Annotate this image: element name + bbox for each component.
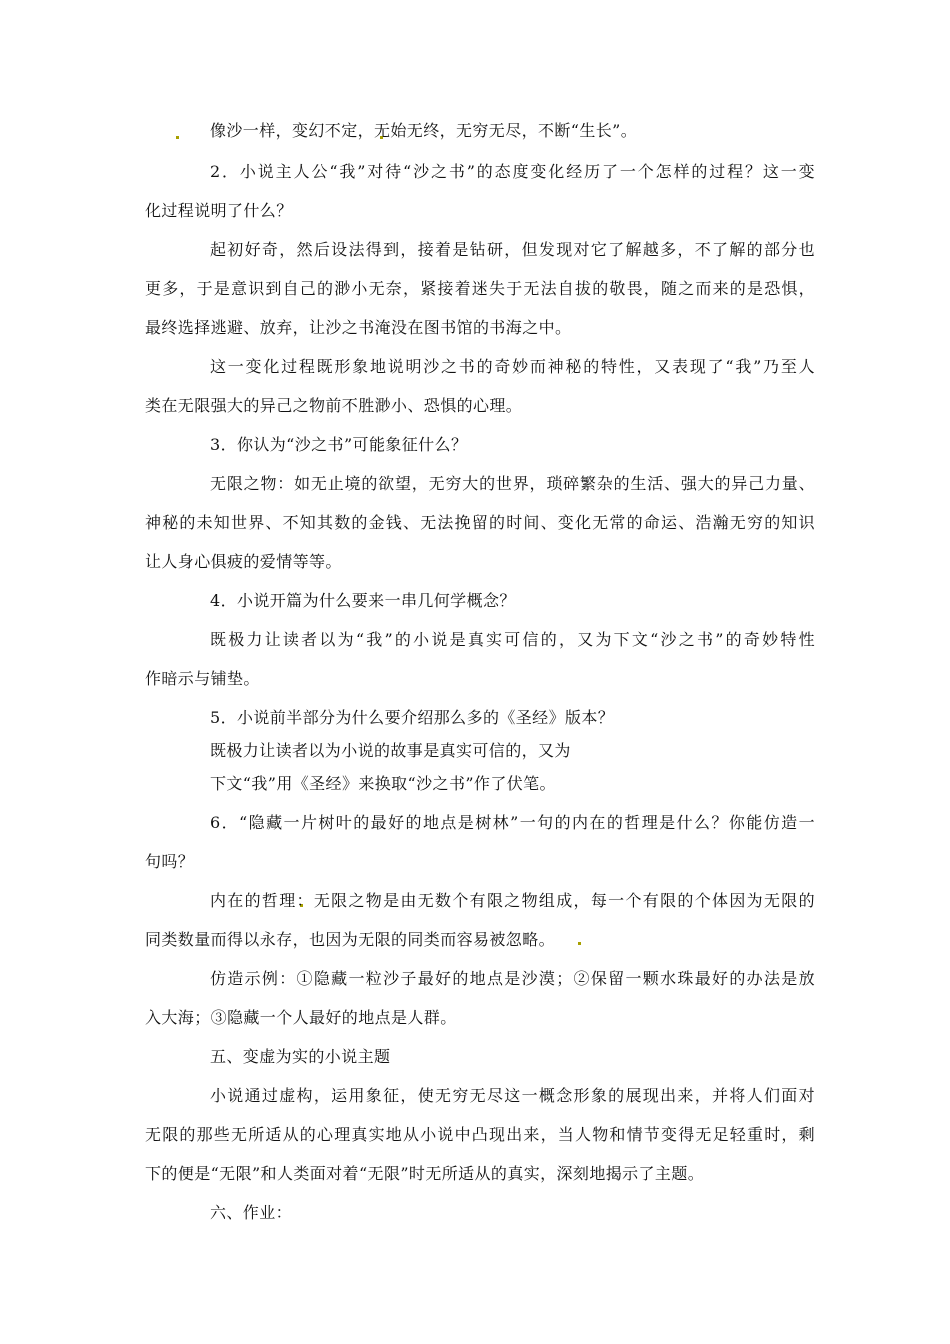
- answer-line: 作暗示与铺垫。: [145, 669, 260, 688]
- answer-line: 让人身心俱疲的爱情等等。: [145, 552, 342, 571]
- answer-line: 类在无限强大的异己之物前不胜渺小、恐惧的心理。: [145, 396, 523, 415]
- answer-line: 同类数量而得以永存，也因为无限的同类而容易被忽略。: [145, 930, 556, 949]
- question-2-line: 2．小说主人公“我”对待“沙之书”的态度变化经历了一个怎样的过程？这一变: [210, 162, 815, 181]
- paragraph-line: 无限的那些无所适从的心理真实地从小说中凸现出来，当人物和情节变得无足轻重时，剩: [145, 1125, 815, 1144]
- question-5-line: 5．小说前半部分为什么要介绍那么多的《圣经》版本？: [210, 708, 615, 727]
- section-heading: 六、作业：: [210, 1203, 293, 1222]
- answer-line: 像沙一样，变幻不定，无始无终，无穷无尽，不断“生长”。: [210, 121, 638, 140]
- answer-line: 起初好奇，然后设法得到，接着是钻研，但发现对它了解越多，不了解的部分也: [210, 240, 815, 259]
- question-4-line: 4．小说开篇为什么要来一串几何学概念？: [210, 591, 516, 610]
- answer-line: 最终选择逃避、放弃，让沙之书淹没在图书馆的书海之中。: [145, 318, 572, 337]
- answer-line: 神秘的未知世界、不知其数的金钱、无法挽留的时间、变化无常的命运、浩瀚无穷的知识: [145, 513, 815, 532]
- answer-line: 下文“我”用《圣经》来换取“沙之书”作了伏笔。: [210, 774, 556, 793]
- question-6-line: 句吗？: [145, 852, 195, 871]
- answer-line: 入大海；③隐藏一个人最好的地点是人群。: [145, 1008, 457, 1027]
- paragraph-line: 下的便是“无限”和人类面对着“无限”时无所适从的真实，深刻地揭示了主题。: [145, 1164, 705, 1183]
- answer-line: 内在的哲理：无限之物是由无数个有限之物组成，每一个有限的个体因为无限的: [210, 891, 815, 910]
- answer-line: 仿造示例：①隐藏一粒沙子最好的地点是沙漠；②保留一颗水珠最好的办法是放: [210, 969, 815, 988]
- section-heading: 五、变虚为实的小说主题: [210, 1047, 391, 1066]
- question-2-line: 化过程说明了什么？: [145, 201, 293, 220]
- paragraph-line: 小说通过虚构，运用象征，使无穷无尽这一概念形象的展现出来，并将人们面对: [210, 1086, 815, 1105]
- question-6-line: 6．“隐藏一片树叶的最好的地点是树林”一句的内在的哲理是什么？你能仿造一: [210, 813, 815, 832]
- answer-line: 无限之物：如无止境的欲望，无穷大的世界，琐碎繁杂的生活、强大的异己力量、: [210, 474, 815, 493]
- answer-line: 这一变化过程既形象地说明沙之书的奇妙而神秘的特性，又表现了“我”乃至人: [210, 357, 815, 376]
- answer-line: 更多，于是意识到自己的渺小无奈，紧接着迷失于无法自拔的敬畏，随之而来的是恐惧，: [145, 279, 815, 298]
- answer-line: 既极力让读者以为小说的故事是真实可信的，又为: [210, 741, 571, 760]
- decorative-mark: [176, 136, 179, 139]
- answer-line: 既极力让读者以为“我”的小说是真实可信的，又为下文“沙之书”的奇妙特性: [210, 630, 815, 649]
- question-3-line: 3．你认为“沙之书”可能象征什么？: [210, 435, 468, 454]
